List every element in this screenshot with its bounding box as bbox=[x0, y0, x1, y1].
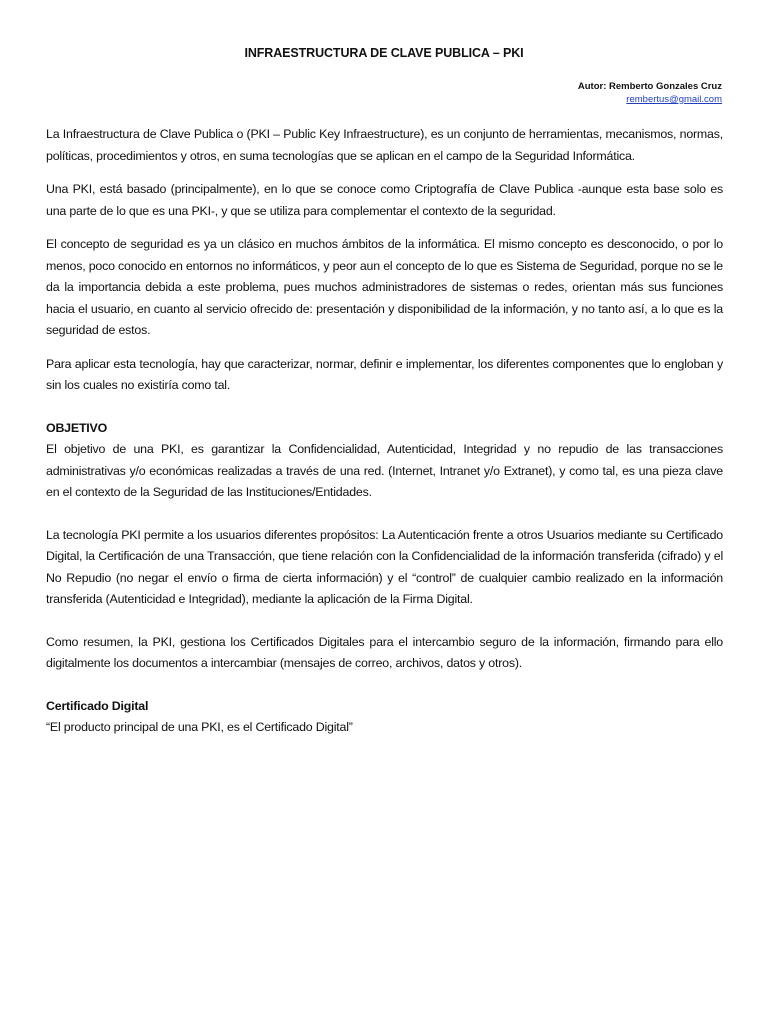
paragraph-pki-purposes: La tecnología PKI permite a los usuarios diferentes propósitos: La Autenticación frente a otros Usuarios mediante su Certificado Digital, la Certificación de una Transacción, que tiene relación con la Confidencialidad de la información transferida (cifrado) y el No Repudio (no negar el envío o firma de cierta información) y el “control” de cualquier cambio realizado en la información transferida (Autenticidad e Integridad), mediante la aplicación de la Firma Digital. bbox=[46, 527, 723, 606]
paragraph-security-concept: El concepto de seguridad es ya un clásico en muchos ámbitos de la informática. El mismo concepto es desconocido, o por lo menos, poco conocido en entornos no informáticos, y peor aun el concepto de lo que es Sistema de Seguridad, porque no se le da la importancia debida a este problema, pues muchos administradores de sistemas o redes, orientan más sus funciones hacia el usuario, en cuanto al servicio ofrecido de: presentación y disponibilidad de la información, y no tanto así, a lo que es la seguridad de estos. bbox=[46, 237, 723, 337]
certificado-quote: “El producto principal de una PKI, es el Certificado Digital” bbox=[46, 720, 353, 734]
author-block bbox=[578, 80, 722, 106]
paragraph-intro: La Infraestructura de Clave Publica o (PKI – Public Key Infraestructure), es un conjunto de herramientas, mecanismos, normas, políticas, procedimientos y otros, en suma tecnologías que se aplican en el campo de la Seguridad Informática. bbox=[46, 127, 723, 163]
author-label: Autor: Remberto Gonzales Cruz bbox=[577, 81, 722, 92]
paragraph-pki-basis: Una PKI, está basado (principalmente), en lo que se conoce como Criptografía de Clave Publica -aunque esta base solo es una parte de lo que es una PKI-, y que se utiliza para complementar el contexto de la seguridad. bbox=[46, 182, 723, 218]
document-title: INFRAESTRUCTURA DE CLAVE PUBLICA – PKI bbox=[244, 46, 524, 60]
heading-objetivo: OBJETIVO bbox=[46, 420, 108, 435]
author-email-link[interactable]: rembertus@gmail.com bbox=[626, 94, 722, 105]
paragraph-apply-technology: Para aplicar esta tecnología, hay que caracterizar, normar, definir e implementar, los diferentes componentes que lo engloban y sin los cuales no existiría como tal. bbox=[46, 356, 723, 392]
document-body bbox=[46, 124, 723, 739]
paragraph-objetivo: El objetivo de una PKI, es garantizar la Confidencialidad, Autenticidad, Integridad y no repudio de las transacciones administrativas y/o económicas realizadas a través de una red. (Internet, Intranet y/o Extranet), y como tal, es una pieza clave en el contexto de la Seguridad de las Instituciones/Entidades. bbox=[46, 442, 723, 499]
paragraph-summary: Como resumen, la PKI, gestiona los Certificados Digitales para el intercambio seguro de la información, firmando para ello digitalmente los documentos a intercambiar (mensajes de correo, archivos, datos y otros). bbox=[46, 634, 723, 670]
heading-certificado-digital: Certificado Digital bbox=[46, 698, 149, 713]
